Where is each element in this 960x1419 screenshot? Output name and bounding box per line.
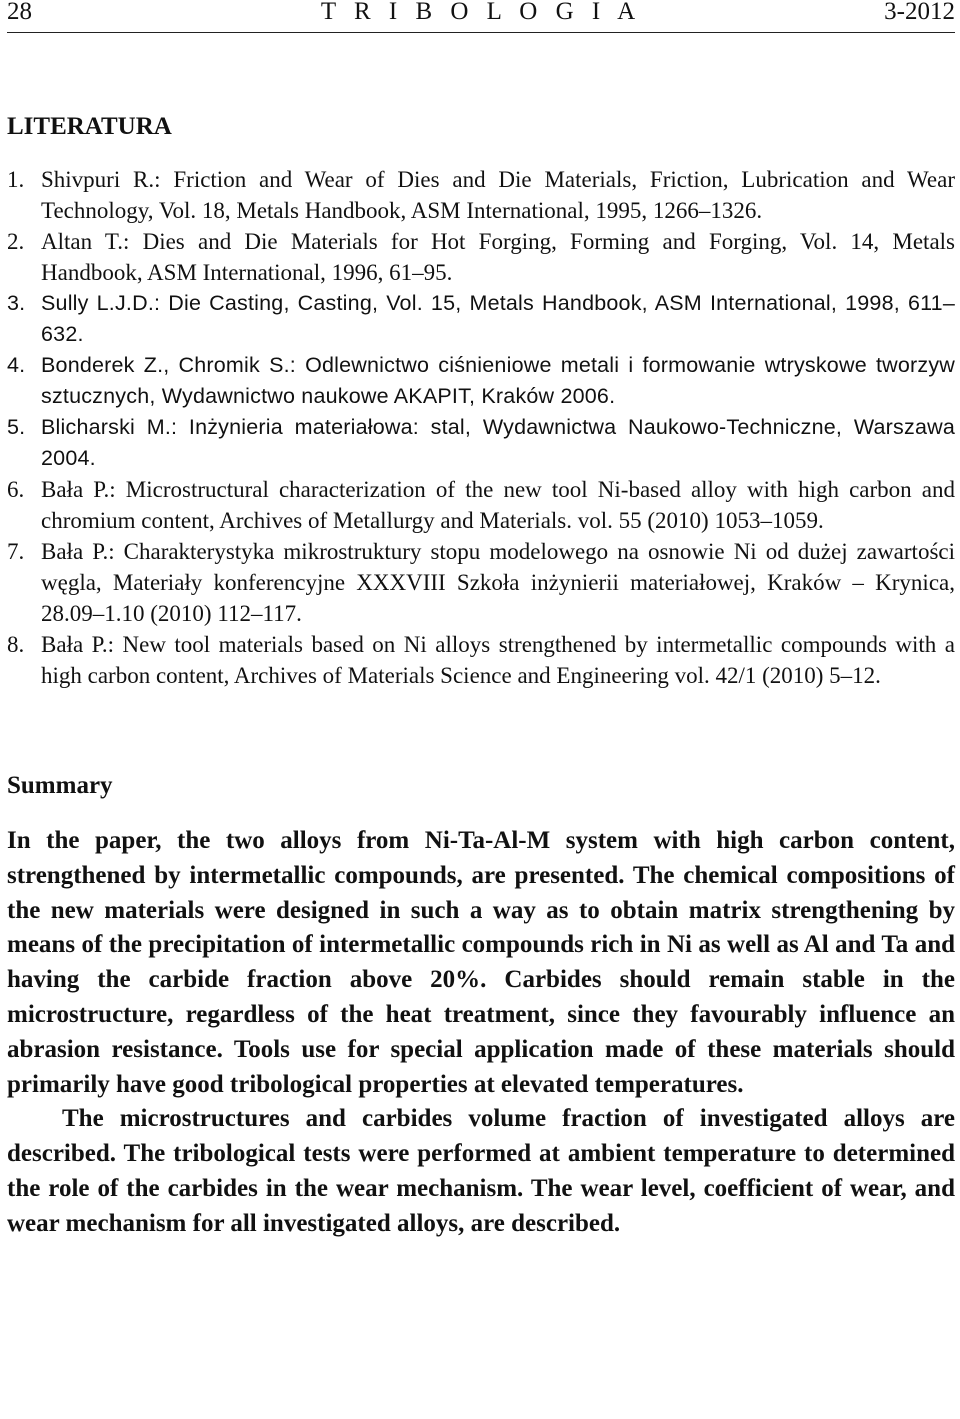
reference-text: Blicharski M.: Inżynieria materiałowa: stal, Wydawnictwa Naukowo-Techniczne, Warszawa 2004.	[41, 415, 955, 470]
reference-text: Sully L.J.D.: Die Casting, Casting, Vol. 15, Metals Handbook, ASM International, 1998, 611–632.	[41, 291, 955, 346]
document-page	[7, 0, 955, 1242]
summary-paragraph: In the paper, the two alloys from Ni-Ta-Al-M system with high carbon content, strengthened by intermetallic compounds, are presented. The chemical compositions of the new materials were designed in such a way as to obtain matrix strengthening by means of the precipitation of intermetallic compounds rich in Ni as well as Al and Ta and having the carbide fraction above 20%. Carbides should remain stable in the microstructure, regardless of the heat treatment, since they favourably influence an abrasion resistance. Tools use for special application made of these materials should primarily have good tribological properties at elevated temperatures.	[7, 827, 955, 1098]
reference-number: 8.	[7, 632, 25, 657]
reference-item	[7, 288, 955, 350]
reference-number: 4.	[7, 353, 26, 377]
reference-item	[7, 350, 955, 412]
summary-body	[7, 824, 955, 1242]
reference-item	[7, 412, 955, 474]
reference-item	[7, 474, 955, 536]
running-header	[7, 0, 955, 33]
summary-paragraph: The microstructures and carbides volume fraction of investigated alloys are described. The tribological tests were performed at ambient temperature to determined the role of the carbides in the wear mechanism. The wear level, coefficient of wear, and wear mechanism for all investigated alloys, are described.	[7, 1105, 955, 1237]
reference-text: Bała P.: Charakterystyka mikrostruktury stopu modelowego na osnowie Ni od dużej zawartości węgla, Materiały konferencyjne XXXVIII Szkoła inżynierii materiałowej, Kraków – Krynica, 28.09–1.10 (2010) 112–117.	[41, 539, 955, 626]
reference-text: Shivpuri R.: Friction and Wear of Dies and Die Materials, Friction, Lubrication and Wear Technology, Vol. 18, Metals Handbook, ASM International, 1995, 1266–1326.	[41, 167, 955, 223]
reference-number: 2.	[7, 229, 25, 254]
summary-heading: Summary	[7, 772, 113, 799]
reference-text: Bała P.: Microstructural characterization of the new tool Ni-based alloy with high carbon and chromium content, Archives of Metallurgy and Materials. vol. 55 (2010) 1053–1059.	[41, 477, 955, 533]
reference-number: 7.	[7, 539, 25, 564]
reference-item	[7, 164, 955, 226]
reference-list	[7, 164, 955, 691]
issue-number: 3-2012	[884, 0, 955, 25]
reference-number: 1.	[7, 167, 25, 192]
reference-text: Altan T.: Dies and Die Materials for Hot Forging, Forming and Forging, Vol. 14, Metals Handbook, ASM International, 1996, 61–95.	[41, 229, 955, 285]
reference-number: 3.	[7, 291, 26, 315]
reference-text: Bała P.: New tool materials based on Ni alloys strengthened by intermetallic compounds with a high carbon content, Archives of Materials Science and Engineering vol. 42/1 (2010) 5–12.	[41, 632, 955, 688]
reference-item	[7, 226, 955, 288]
literatura-heading: LITERATURA	[7, 113, 172, 140]
journal-title: T R I B O L O G I A	[320, 0, 642, 25]
reference-number: 6.	[7, 477, 25, 502]
reference-item	[7, 629, 955, 691]
reference-text: Bonderek Z., Chromik S.: Odlewnictwo ciśnieniowe metali i formowanie wtryskowe tworzyw sztucznych, Wydawnictwo naukowe AKAPIT, Kraków 2006.	[41, 353, 955, 408]
page-number: 28	[7, 0, 32, 25]
reference-item	[7, 536, 955, 629]
reference-number: 5.	[7, 415, 26, 439]
